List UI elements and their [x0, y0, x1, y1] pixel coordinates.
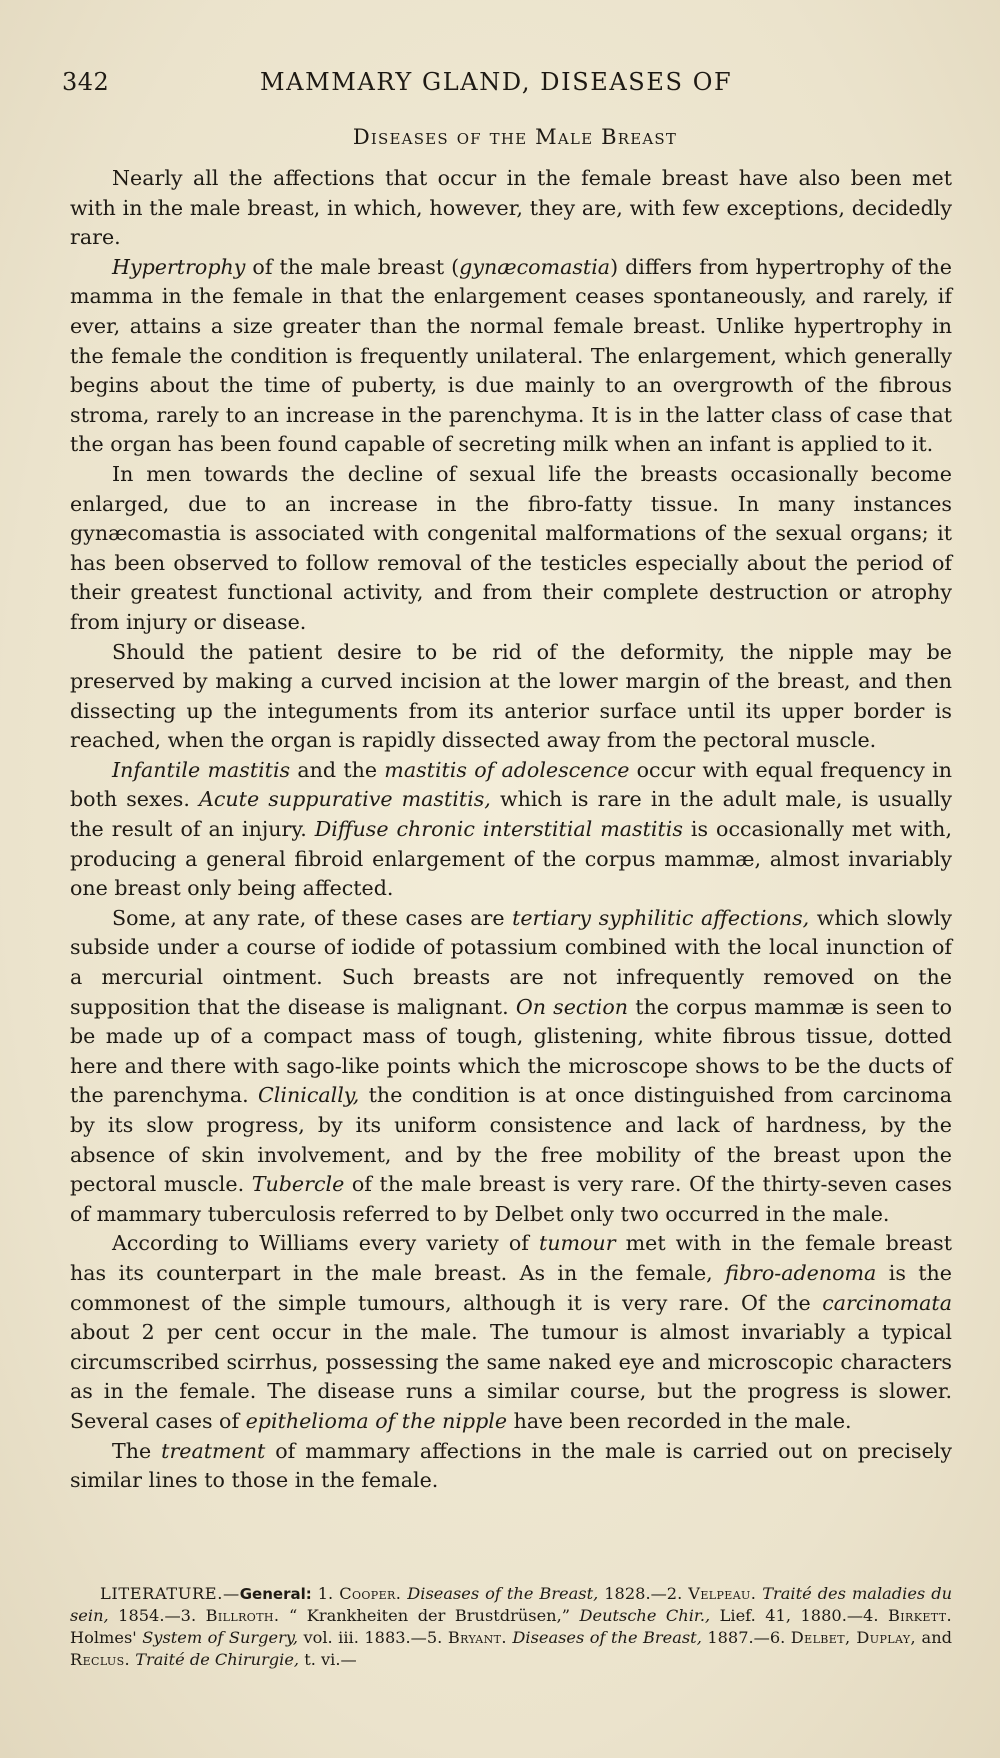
- term-treatment: treatment: [161, 1438, 266, 1463]
- term-tumour: tumour: [538, 1231, 616, 1256]
- ref-author: Billroth.: [205, 1606, 280, 1625]
- paragraph-mastitis: Infantile mastitis and the mastitis of adolescence occur with equal frequency in both sexes. Acute suppurative mastitis, which is rare in the adult male, is usually the result of an injury. Diffuse chronic interstitial mastitis is occasionally met with, producing a general fibroid enlargement of the corpus mammæ, almost invariably one breast only being affected.: [70, 757, 953, 901]
- paragraph-decline: In men towards the decline of sexual life the breasts occasionally become enlarged, due to an increase in the fibro-fatty tissue. In many instances gynæcomastia is associated with congenital malformations of the sexual organs; it has been observed to follow removal of the testicles especially about the period of their greatest functional activity, and from their complete destruction or atrophy from injury or disease.: [70, 461, 952, 634]
- page-number: 342: [62, 68, 110, 96]
- literature-references: [70, 1583, 952, 1671]
- body-text: [70, 164, 952, 1496]
- term-fibro-adenoma: fibro-adenoma: [725, 1260, 877, 1285]
- term-on-section: On section: [515, 994, 628, 1019]
- paragraph-intro: Nearly all the affections that occur in the female breast have also been met with in the male breast, in which, however, they are, with few exceptions, decidedly rare.: [70, 166, 952, 250]
- ref-title: Deutsche Chir.,: [579, 1606, 711, 1625]
- ref-author: Reclus.: [70, 1650, 131, 1669]
- term-hypertrophy: Hypertrophy: [112, 254, 246, 279]
- term-epithelioma: epithelioma of the nipple: [245, 1408, 508, 1433]
- paragraph-treatment: The treatment of mammary affections in the male is carried out on precisely similar lines to those in the female.: [70, 1438, 953, 1493]
- paragraph-syphilitic: Some, at any rate, of these cases are tertiary syphilitic affections, which slowly subside under a course of iodide of potassium combined with the local inunction of a mercurial ointment. Such breasts are not infrequently removed on the supposition that the disease is malignant. On section the corpus mammæ is seen to be made up of a compact mass of tough, glistening, white fibrous tissue, dotted here and there with sago-like points which the microscope shows to be the ducts of the parenchyma. Clinically, the condition is at once distinguished from carcinoma by its slow progress, by its uniform consistence and lack of hardness, by the absence of skin involvement, and by the free mobility of the breast upon the pectoral muscle. Tubercle of the male breast is very rare. Of the thirty-seven cases of mammary tuberculosis referred to by Delbet only two occurred in the male.: [70, 905, 952, 1226]
- term-tertiary-syphilitic: tertiary syphilitic affections,: [512, 905, 810, 930]
- term-tubercle: Tubercle: [251, 1172, 345, 1197]
- ref-author: Bryant.: [447, 1628, 507, 1647]
- section-title: Diseases of the Male Breast: [352, 125, 678, 149]
- term-diffuse-chronic: Diffuse chronic interstitial mastitis: [314, 817, 683, 842]
- term-mastitis-adolescence: mastitis of adolescence: [384, 757, 630, 782]
- paragraph-tumour: According to Williams every variety of tumour met with in the female breast has its counterpart in the male breast. As in the female, fibro-adenoma is the commonest of the simple tumours, although it is very rare. Of the carcinomata about 2 per cent occur in the male. The tumour is almost invariably a typical circumscribed scirrhus, possessing the same naked eye and microscopic characters as in the female. The disease runs a similar course, but the progress is slower. Several cases of epithelioma of the nipple have been recorded in the male.: [70, 1231, 953, 1433]
- literature-subheading: General:: [239, 1585, 312, 1603]
- term-acute-suppurative: Acute suppurative mastitis,: [199, 787, 491, 812]
- ref-title: Traité des maladies du sein,: [70, 1584, 952, 1625]
- term-infantile-mastitis: Infantile mastitis: [112, 757, 291, 782]
- ref-title: Diseases of the Breast,: [506, 1628, 702, 1647]
- term-clinically: Clinically,: [258, 1083, 360, 1108]
- paragraph-hypertrophy: Hypertrophy of the male breast (gynæcomastia) differs from hypertrophy of the mamma in the female in that the enlargement ceases spontaneously, and rarely, if ever, attains a size greater than the normal female breast. Unlike hypertrophy in the female the condition is frequently unilateral. The enlargement, which generally begins about the time of puberty, is due mainly to an overgrowth of the fibrous stroma, rarely to an increase in the parenchyma. It is in the latter class of case that the organ has been found capable of secreting milk when an infant is applied to it.: [70, 254, 952, 457]
- term-carcinomata: carcinomata: [822, 1290, 952, 1315]
- page-header: [62, 68, 952, 108]
- ref-author: Cooper.: [339, 1584, 402, 1603]
- paragraph-operation: Should the patient desire to be rid of the deformity, the nipple may be preserved by making a curved incision at the lower margin of the breast, and then dissecting up the integuments from its anterior surface until its upper border is reached, when the organ is rapidly dissected away from the pectoral muscle.: [70, 639, 952, 753]
- term-gynaecomastia: gynæcomastia: [459, 254, 611, 279]
- running-head: MAMMARY GLAND, DISEASES OF: [260, 68, 733, 96]
- ref-author: Birkett.: [888, 1606, 952, 1625]
- ref-author: Delbet, Duplay,: [790, 1628, 917, 1647]
- ref-title: System of Surgery,: [142, 1628, 298, 1647]
- ref-title: Diseases of the Breast,: [401, 1584, 599, 1603]
- ref-title: Traité de Chirurgie,: [130, 1650, 300, 1669]
- ref-author: Velpeau.: [688, 1584, 757, 1603]
- literature-paragraph: LITERATURE.—General: 1. Cooper. Diseases of the Breast, 1828.—2. Velpeau. Traité des maladies du sein, 1854.—3. Billroth. “ Krankheiten der Brustdrüsen,” Deutsche Chir., Lief. 41, 1880.—4. Birkett. Holmes' System of Surgery, vol. iii. 1883.—5. Bryant. Diseases of the Breast, 1887.—6. Delbet, Duplay, and Reclus. Traité de Chirurgie, t. vi.—: [70, 1584, 952, 1669]
- literature-heading: LITERATURE.—: [100, 1584, 240, 1603]
